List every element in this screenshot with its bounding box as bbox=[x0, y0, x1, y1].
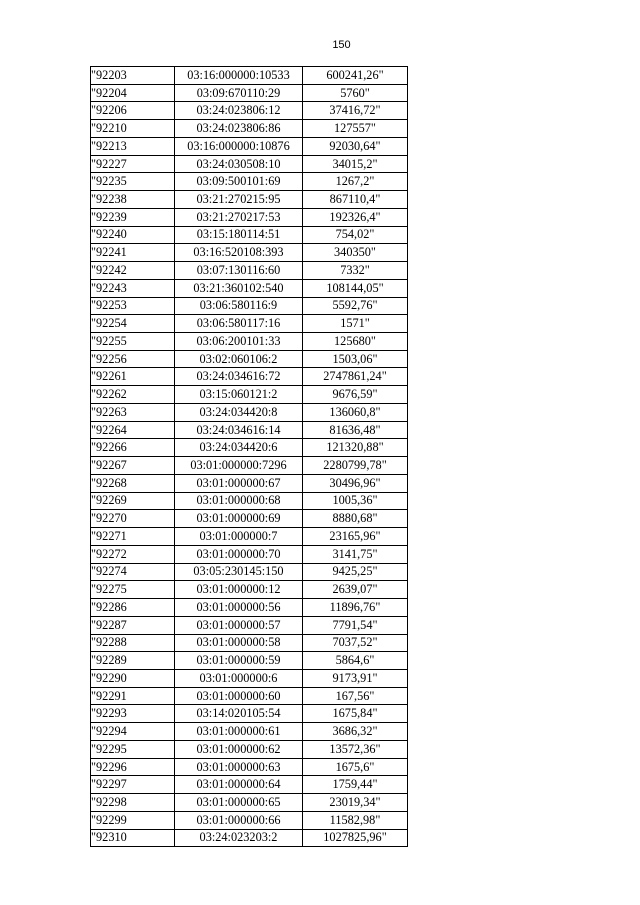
table-row bbox=[91, 545, 408, 563]
amount-cell: 600241,26" bbox=[303, 67, 408, 85]
table-row bbox=[91, 581, 408, 599]
table-row bbox=[91, 811, 408, 829]
row-id-cell: "92297 bbox=[91, 776, 175, 794]
cadastral-number-cell: 03:24:034420:6 bbox=[175, 439, 303, 457]
table-row bbox=[91, 262, 408, 280]
amount-cell: 1503,06" bbox=[303, 350, 408, 368]
table-row bbox=[91, 563, 408, 581]
amount-cell: 127557" bbox=[303, 120, 408, 138]
table-row bbox=[91, 616, 408, 634]
table-row bbox=[91, 794, 408, 812]
amount-cell: 81636,48" bbox=[303, 421, 408, 439]
table-body bbox=[91, 67, 408, 847]
row-id-cell: "92253 bbox=[91, 297, 175, 315]
cadastral-number-cell: 03:06:580116:9 bbox=[175, 297, 303, 315]
table-row bbox=[91, 492, 408, 510]
cadastral-number-cell: 03:24:030508:10 bbox=[175, 155, 303, 173]
cadastral-number-cell: 03:21:270217:53 bbox=[175, 208, 303, 226]
cadastral-number-cell: 03:01:000000:67 bbox=[175, 474, 303, 492]
row-id-cell: "92296 bbox=[91, 758, 175, 776]
table-row bbox=[91, 137, 408, 155]
amount-cell: 2280799,78" bbox=[303, 457, 408, 475]
row-id-cell: "92213 bbox=[91, 137, 175, 155]
amount-cell: 23165,96" bbox=[303, 528, 408, 546]
amount-cell: 37416,72" bbox=[303, 102, 408, 120]
amount-cell: 5864,6" bbox=[303, 652, 408, 670]
row-id-cell: "92264 bbox=[91, 421, 175, 439]
row-id-cell: "92290 bbox=[91, 669, 175, 687]
row-id-cell: "92238 bbox=[91, 191, 175, 209]
row-id-cell: "92210 bbox=[91, 120, 175, 138]
data-table bbox=[90, 66, 408, 847]
amount-cell: 1027825,96" bbox=[303, 829, 408, 847]
amount-cell: 3686,32" bbox=[303, 723, 408, 741]
row-id-cell: "92240 bbox=[91, 226, 175, 244]
cadastral-number-cell: 03:21:270215:95 bbox=[175, 191, 303, 209]
table-row bbox=[91, 510, 408, 528]
amount-cell: 108144,05" bbox=[303, 279, 408, 297]
cadastral-number-cell: 03:24:034616:14 bbox=[175, 421, 303, 439]
amount-cell: 34015,2" bbox=[303, 155, 408, 173]
row-id-cell: "92295 bbox=[91, 740, 175, 758]
table-row bbox=[91, 457, 408, 475]
row-id-cell: "92241 bbox=[91, 244, 175, 262]
cadastral-number-cell: 03:01:000000:6 bbox=[175, 669, 303, 687]
table-row bbox=[91, 208, 408, 226]
amount-cell: 1571" bbox=[303, 315, 408, 333]
table-row bbox=[91, 528, 408, 546]
cadastral-number-cell: 03:15:060121:2 bbox=[175, 386, 303, 404]
amount-cell: 1759,44" bbox=[303, 776, 408, 794]
amount-cell: 9676,59" bbox=[303, 386, 408, 404]
amount-cell: 192326,4" bbox=[303, 208, 408, 226]
amount-cell: 867110,4" bbox=[303, 191, 408, 209]
row-id-cell: "92291 bbox=[91, 687, 175, 705]
cadastral-number-cell: 03:24:023806:12 bbox=[175, 102, 303, 120]
cadastral-number-cell: 03:16:000000:10533 bbox=[175, 67, 303, 85]
table-row bbox=[91, 67, 408, 85]
table-row bbox=[91, 776, 408, 794]
table-row bbox=[91, 740, 408, 758]
cadastral-number-cell: 03:21:360102:540 bbox=[175, 279, 303, 297]
amount-cell: 121320,88" bbox=[303, 439, 408, 457]
cadastral-number-cell: 03:01:000000:56 bbox=[175, 599, 303, 617]
table-row bbox=[91, 669, 408, 687]
cadastral-number-cell: 03:14:020105:54 bbox=[175, 705, 303, 723]
cadastral-number-cell: 03:01:000000:59 bbox=[175, 652, 303, 670]
row-id-cell: "92272 bbox=[91, 545, 175, 563]
row-id-cell: "92239 bbox=[91, 208, 175, 226]
cadastral-number-cell: 03:01:000000:58 bbox=[175, 634, 303, 652]
cadastral-number-cell: 03:01:000000:12 bbox=[175, 581, 303, 599]
table-row bbox=[91, 333, 408, 351]
table-row bbox=[91, 403, 408, 421]
row-id-cell: "92254 bbox=[91, 315, 175, 333]
table-row bbox=[91, 120, 408, 138]
cadastral-number-cell: 03:16:000000:10876 bbox=[175, 137, 303, 155]
row-id-cell: "92298 bbox=[91, 794, 175, 812]
cadastral-number-cell: 03:01:000000:7 bbox=[175, 528, 303, 546]
cadastral-number-cell: 03:02:060106:2 bbox=[175, 350, 303, 368]
row-id-cell: "92204 bbox=[91, 84, 175, 102]
amount-cell: 5592,76" bbox=[303, 297, 408, 315]
cadastral-number-cell: 03:15:180114:51 bbox=[175, 226, 303, 244]
cadastral-number-cell: 03:06:580117:16 bbox=[175, 315, 303, 333]
table-row bbox=[91, 723, 408, 741]
table-row bbox=[91, 687, 408, 705]
row-id-cell: "92242 bbox=[91, 262, 175, 280]
row-id-cell: "92243 bbox=[91, 279, 175, 297]
amount-cell: 7791,54" bbox=[303, 616, 408, 634]
row-id-cell: "92310 bbox=[91, 829, 175, 847]
cadastral-number-cell: 03:06:200101:33 bbox=[175, 333, 303, 351]
row-id-cell: "92289 bbox=[91, 652, 175, 670]
table-row bbox=[91, 155, 408, 173]
table-row bbox=[91, 315, 408, 333]
table-row bbox=[91, 84, 408, 102]
cadastral-number-cell: 03:01:000000:57 bbox=[175, 616, 303, 634]
cadastral-number-cell: 03:01:000000:68 bbox=[175, 492, 303, 510]
cadastral-number-cell: 03:09:500101:69 bbox=[175, 173, 303, 191]
page-number: 150 bbox=[332, 39, 351, 51]
amount-cell: 136060,8" bbox=[303, 403, 408, 421]
cadastral-number-cell: 03:01:000000:65 bbox=[175, 794, 303, 812]
cadastral-number-cell: 03:09:670110:29 bbox=[175, 84, 303, 102]
cadastral-number-cell: 03:01:000000:70 bbox=[175, 545, 303, 563]
table-row bbox=[91, 173, 408, 191]
amount-cell: 13572,36" bbox=[303, 740, 408, 758]
amount-cell: 9173,91" bbox=[303, 669, 408, 687]
row-id-cell: "92293 bbox=[91, 705, 175, 723]
row-id-cell: "92268 bbox=[91, 474, 175, 492]
row-id-cell: "92262 bbox=[91, 386, 175, 404]
amount-cell: 340350" bbox=[303, 244, 408, 262]
row-id-cell: "92299 bbox=[91, 811, 175, 829]
cadastral-number-cell: 03:16:520108:393 bbox=[175, 244, 303, 262]
cadastral-number-cell: 03:24:034616:72 bbox=[175, 368, 303, 386]
row-id-cell: "92274 bbox=[91, 563, 175, 581]
table-row bbox=[91, 350, 408, 368]
row-id-cell: "92288 bbox=[91, 634, 175, 652]
cadastral-number-cell: 03:01:000000:66 bbox=[175, 811, 303, 829]
table-row bbox=[91, 599, 408, 617]
amount-cell: 1267,2" bbox=[303, 173, 408, 191]
row-id-cell: "92261 bbox=[91, 368, 175, 386]
table-row bbox=[91, 297, 408, 315]
amount-cell: 92030,64" bbox=[303, 137, 408, 155]
row-id-cell: "92255 bbox=[91, 333, 175, 351]
row-id-cell: "92275 bbox=[91, 581, 175, 599]
table-row bbox=[91, 102, 408, 120]
cadastral-number-cell: 03:01:000000:61 bbox=[175, 723, 303, 741]
table-row bbox=[91, 386, 408, 404]
row-id-cell: "92271 bbox=[91, 528, 175, 546]
row-id-cell: "92270 bbox=[91, 510, 175, 528]
amount-cell: 11582,98" bbox=[303, 811, 408, 829]
cadastral-number-cell: 03:01:000000:69 bbox=[175, 510, 303, 528]
row-id-cell: "92286 bbox=[91, 599, 175, 617]
amount-cell: 3141,75" bbox=[303, 545, 408, 563]
cadastral-number-cell: 03:24:023203:2 bbox=[175, 829, 303, 847]
amount-cell: 1005,36" bbox=[303, 492, 408, 510]
row-id-cell: "92287 bbox=[91, 616, 175, 634]
table-row bbox=[91, 368, 408, 386]
amount-cell: 9425,25" bbox=[303, 563, 408, 581]
table-row bbox=[91, 226, 408, 244]
cadastral-number-cell: 03:01:000000:64 bbox=[175, 776, 303, 794]
row-id-cell: "92235 bbox=[91, 173, 175, 191]
cadastral-number-cell: 03:05:230145:150 bbox=[175, 563, 303, 581]
amount-cell: 11896,76" bbox=[303, 599, 408, 617]
amount-cell: 2747861,24" bbox=[303, 368, 408, 386]
amount-cell: 1675,84" bbox=[303, 705, 408, 723]
row-id-cell: "92267 bbox=[91, 457, 175, 475]
row-id-cell: "92266 bbox=[91, 439, 175, 457]
amount-cell: 167,56" bbox=[303, 687, 408, 705]
amount-cell: 2639,07" bbox=[303, 581, 408, 599]
amount-cell: 754,02" bbox=[303, 226, 408, 244]
row-id-cell: "92256 bbox=[91, 350, 175, 368]
cadastral-number-cell: 03:24:034420:8 bbox=[175, 403, 303, 421]
cadastral-number-cell: 03:01:000000:63 bbox=[175, 758, 303, 776]
amount-cell: 125680" bbox=[303, 333, 408, 351]
row-id-cell: "92203 bbox=[91, 67, 175, 85]
cadastral-number-cell: 03:07:130116:60 bbox=[175, 262, 303, 280]
amount-cell: 7037,52" bbox=[303, 634, 408, 652]
cadastral-number-cell: 03:24:023806:86 bbox=[175, 120, 303, 138]
row-id-cell: "92294 bbox=[91, 723, 175, 741]
cadastral-number-cell: 03:01:000000:7296 bbox=[175, 457, 303, 475]
amount-cell: 7332" bbox=[303, 262, 408, 280]
amount-cell: 30496,96" bbox=[303, 474, 408, 492]
table-row bbox=[91, 279, 408, 297]
table-row bbox=[91, 439, 408, 457]
row-id-cell: "92206 bbox=[91, 102, 175, 120]
table-row bbox=[91, 421, 408, 439]
table-row bbox=[91, 634, 408, 652]
amount-cell: 1675,6" bbox=[303, 758, 408, 776]
row-id-cell: "92227 bbox=[91, 155, 175, 173]
row-id-cell: "92263 bbox=[91, 403, 175, 421]
table-row bbox=[91, 705, 408, 723]
row-id-cell: "92269 bbox=[91, 492, 175, 510]
amount-cell: 5760" bbox=[303, 84, 408, 102]
table-row bbox=[91, 652, 408, 670]
cadastral-number-cell: 03:01:000000:62 bbox=[175, 740, 303, 758]
table-row bbox=[91, 829, 408, 847]
table-row bbox=[91, 758, 408, 776]
cadastral-number-cell: 03:01:000000:60 bbox=[175, 687, 303, 705]
amount-cell: 8880,68" bbox=[303, 510, 408, 528]
table-row bbox=[91, 474, 408, 492]
amount-cell: 23019,34" bbox=[303, 794, 408, 812]
table-row bbox=[91, 244, 408, 262]
table-row bbox=[91, 191, 408, 209]
